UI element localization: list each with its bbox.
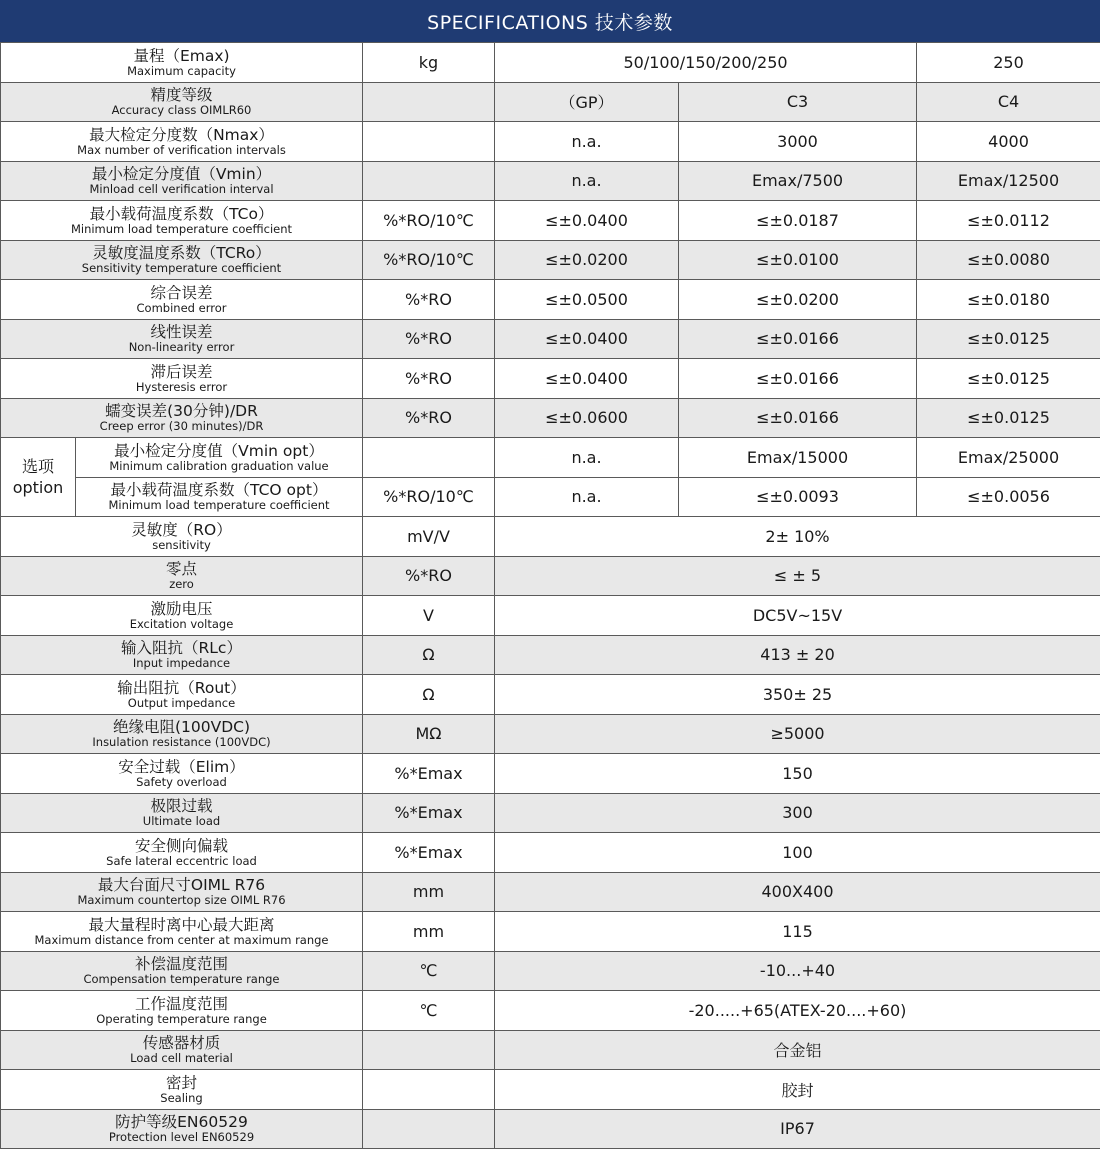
unit-cell <box>363 1030 495 1070</box>
value-cell: 115 <box>495 912 1100 952</box>
value-cell: ≤±0.0166 <box>679 359 917 399</box>
value-cell: ≤±0.0125 <box>917 398 1100 438</box>
parameter-name-zh: 灵敏度（RO） <box>131 520 232 539</box>
parameter-name-en: Non-linearity error <box>128 340 235 355</box>
parameter-name-en: Maximum distance from center at maximum range <box>34 932 329 947</box>
unit-cell <box>363 122 495 162</box>
parameter-name-zh: 最小检定分度值（Vmin opt） <box>114 441 324 460</box>
value-cell: ≤±0.0166 <box>679 319 917 359</box>
parameter-name-zh: 工作温度范围 <box>134 994 228 1013</box>
parameter-name-en: Minimum calibration graduation value <box>109 458 329 473</box>
spec-row <box>1 201 1100 241</box>
spec-row <box>1 398 1100 438</box>
unit-cell: %*RO/10℃ <box>363 477 495 517</box>
parameter-name-en: zero <box>169 577 194 592</box>
unit-cell: %*RO <box>363 280 495 320</box>
header-title: SPECIFICATIONS 技术参数 <box>427 11 673 34</box>
spec-row <box>1 43 1100 83</box>
parameter-name-zh: 最大量程时离中心最大距离 <box>88 915 275 934</box>
value-cell: 3000 <box>679 122 917 162</box>
unit-cell: mV/V <box>363 517 495 557</box>
parameter-name-en: Accuracy class OIMLR60 <box>111 103 252 118</box>
parameter-name-zh: 补偿温度范围 <box>134 955 228 974</box>
value-cell: ≤±0.0200 <box>679 280 917 320</box>
value-cell: 合金铝 <box>495 1030 1100 1070</box>
specifications-table-body <box>1 43 1100 1149</box>
unit-cell: mm <box>363 912 495 952</box>
value-cell: ≤±0.0600 <box>495 398 679 438</box>
parameter-name-en: Excitation voltage <box>129 616 234 631</box>
value-cell: ≤±0.0080 <box>917 240 1100 280</box>
spec-row <box>1 833 1100 873</box>
option-label-cell <box>1 438 76 517</box>
parameter-cell <box>1 833 363 873</box>
option-label-zh: 选项 <box>21 457 54 476</box>
parameter-cell <box>1 398 363 438</box>
spec-row <box>1 991 1100 1031</box>
unit-cell: %*RO <box>363 359 495 399</box>
value-cell: C4 <box>917 82 1100 122</box>
spec-row <box>1 280 1100 320</box>
value-cell: 400X400 <box>495 872 1100 912</box>
parameter-cell <box>1 714 363 754</box>
parameter-name-en: Insulation resistance (100VDC) <box>92 735 271 750</box>
parameter-name-en: Minload cell verification interval <box>89 182 274 197</box>
spec-row <box>1 596 1100 636</box>
unit-cell: ℃ <box>363 951 495 991</box>
parameter-name-zh: 综合误差 <box>150 283 213 302</box>
unit-cell: %*RO <box>363 398 495 438</box>
parameter-name-en: Minimum load temperature coefficient <box>70 221 293 236</box>
unit-cell <box>363 1109 495 1149</box>
parameter-name-en: Ultimate load <box>142 814 221 829</box>
parameter-name-en: sensitivity <box>152 537 211 552</box>
spec-row <box>1 912 1100 952</box>
spec-row <box>1 556 1100 596</box>
parameter-name-en: Maximum countertop size OIML R76 <box>77 893 286 908</box>
unit-cell <box>363 82 495 122</box>
parameter-cell <box>1 240 363 280</box>
parameter-name-zh: 最小载荷温度系数（TCo） <box>89 204 274 223</box>
value-cell: 胶封 <box>495 1070 1100 1110</box>
value-cell: ≤±0.0187 <box>679 201 917 241</box>
value-cell: Emax/15000 <box>679 438 917 478</box>
parameter-name-zh: 零点 <box>165 560 197 579</box>
unit-cell <box>363 161 495 201</box>
value-cell: -20.....+65(ATEX-20....+60) <box>495 991 1100 1031</box>
value-cell: ≤±0.0166 <box>679 398 917 438</box>
value-cell: ≤±0.0400 <box>495 201 679 241</box>
parameter-name-en: Output impedance <box>127 695 236 710</box>
parameter-name-zh: 量程（Emax) <box>133 46 230 65</box>
value-cell: 350± 25 <box>495 675 1100 715</box>
parameter-name-en: Combined error <box>136 300 227 315</box>
spec-row <box>1 635 1100 675</box>
parameter-name-en: Sealing <box>160 1090 203 1105</box>
parameter-name-zh: 绝缘电阻(100VDC) <box>112 718 251 737</box>
option-label-en: option <box>12 478 64 497</box>
unit-cell: %*RO <box>363 556 495 596</box>
parameter-name-en: Operating temperature range <box>96 1011 267 1026</box>
parameter-name-en: Sensitivity temperature coefficient <box>81 261 282 276</box>
parameter-name-zh: 蠕变误差(30分钟)/DR <box>105 402 258 421</box>
parameter-cell <box>1 991 363 1031</box>
value-cell: ≤±0.0112 <box>917 201 1100 241</box>
spec-row <box>1 951 1100 991</box>
parameter-cell <box>1 596 363 636</box>
value-cell: ≤±0.0125 <box>917 359 1100 399</box>
value-cell: Emax/7500 <box>679 161 917 201</box>
spec-row <box>1 240 1100 280</box>
spec-row <box>1 793 1100 833</box>
parameter-name-en: Safe lateral eccentric load <box>106 853 257 868</box>
spec-row <box>1 82 1100 122</box>
parameter-name-en: Creep error (30 minutes)/DR <box>99 419 264 434</box>
value-cell: ≤±0.0200 <box>495 240 679 280</box>
spec-row <box>1 872 1100 912</box>
value-cell: ≤±0.0100 <box>679 240 917 280</box>
spec-row <box>1 319 1100 359</box>
unit-cell: %*Emax <box>363 754 495 794</box>
value-cell: ≤±0.0400 <box>495 319 679 359</box>
parameter-name-zh: 输入阻抗（RLc） <box>121 639 242 658</box>
parameter-cell <box>1 1030 363 1070</box>
parameter-name-en: Hysteresis error <box>135 379 228 394</box>
unit-cell: %*RO/10℃ <box>363 240 495 280</box>
parameter-name-en: Maximum capacity <box>127 63 236 78</box>
specifications-header <box>0 0 1100 42</box>
parameter-name-zh: 激励电压 <box>150 599 213 618</box>
parameter-cell <box>1 951 363 991</box>
value-cell: 4000 <box>917 122 1100 162</box>
option-row <box>1 438 1100 478</box>
parameter-name-zh: 最大台面尺寸OIML R76 <box>97 876 266 895</box>
unit-cell: %*RO <box>363 319 495 359</box>
value-cell: ≤ ± 5 <box>495 556 1100 596</box>
spec-row <box>1 714 1100 754</box>
option-row <box>1 477 1100 517</box>
parameter-name-en: Load cell material <box>130 1051 233 1066</box>
parameter-name-zh: 最大检定分度数（Nmax） <box>89 125 274 144</box>
value-cell: 300 <box>495 793 1100 833</box>
parameter-cell <box>1 912 363 952</box>
parameter-name-en: Minimum load temperature coefficient <box>108 498 330 513</box>
spec-row <box>1 754 1100 794</box>
parameter-cell <box>1 793 363 833</box>
unit-cell <box>363 1070 495 1110</box>
parameter-cell <box>1 161 363 201</box>
unit-cell: kg <box>363 43 495 83</box>
parameter-cell <box>1 872 363 912</box>
value-cell: n.a. <box>495 438 679 478</box>
value-cell: ≤±0.0125 <box>917 319 1100 359</box>
parameter-name-en: Input impedance <box>132 656 231 671</box>
unit-cell <box>363 438 495 478</box>
unit-cell: Ω <box>363 675 495 715</box>
parameter-cell <box>1 675 363 715</box>
parameter-name-zh: 极限过载 <box>150 797 213 816</box>
unit-cell: mm <box>363 872 495 912</box>
unit-cell: %*Emax <box>363 793 495 833</box>
parameter-name-zh: 最小检定分度值（Vmin） <box>91 165 272 184</box>
spec-row <box>1 122 1100 162</box>
parameter-name-en: Max number of verification intervals <box>77 142 286 157</box>
unit-cell: Ω <box>363 635 495 675</box>
parameter-cell <box>1 280 363 320</box>
value-cell: IP67 <box>495 1109 1100 1149</box>
unit-cell: ℃ <box>363 991 495 1031</box>
specifications-table <box>0 42 1100 1149</box>
value-cell: C3 <box>679 82 917 122</box>
parameter-name-en: Safety overload <box>136 774 227 789</box>
parameter-name-en: Compensation temperature range <box>83 972 280 987</box>
unit-cell: %*Emax <box>363 833 495 873</box>
spec-row <box>1 1109 1100 1149</box>
value-cell: n.a. <box>495 161 679 201</box>
value-cell: 250 <box>917 43 1100 83</box>
value-cell: n.a. <box>495 477 679 517</box>
parameter-cell <box>1 82 363 122</box>
spec-row <box>1 161 1100 201</box>
value-cell: （GP） <box>495 82 679 122</box>
parameter-cell <box>1 556 363 596</box>
spec-row <box>1 1070 1100 1110</box>
parameter-cell <box>1 201 363 241</box>
value-cell: ≤±0.0056 <box>917 477 1100 517</box>
parameter-cell <box>1 359 363 399</box>
value-cell: DC5V~15V <box>495 596 1100 636</box>
spec-row <box>1 359 1100 399</box>
value-cell: ≥5000 <box>495 714 1100 754</box>
parameter-cell <box>76 438 363 478</box>
spec-row <box>1 517 1100 557</box>
parameter-cell <box>1 635 363 675</box>
parameter-name-zh: 滞后误差 <box>150 362 213 381</box>
value-cell: ≤±0.0093 <box>679 477 917 517</box>
value-cell: 50/100/150/200/250 <box>495 43 917 83</box>
parameter-name-zh: 传感器材质 <box>142 1034 221 1053</box>
parameter-name-zh: 最小载荷温度系数（TCO opt） <box>110 481 328 500</box>
spec-row <box>1 675 1100 715</box>
parameter-name-en: Protection level EN60529 <box>108 1130 255 1145</box>
value-cell: n.a. <box>495 122 679 162</box>
parameter-cell <box>1 754 363 794</box>
parameter-cell <box>1 122 363 162</box>
parameter-cell <box>1 319 363 359</box>
value-cell: Emax/12500 <box>917 161 1100 201</box>
value-cell: 413 ± 20 <box>495 635 1100 675</box>
value-cell: Emax/25000 <box>917 438 1100 478</box>
parameter-name-zh: 安全过载（Elim） <box>118 757 245 776</box>
parameter-cell <box>1 1070 363 1110</box>
spec-row <box>1 1030 1100 1070</box>
parameter-cell <box>1 43 363 83</box>
value-cell: ≤±0.0400 <box>495 359 679 399</box>
parameter-name-zh: 防护等级EN60529 <box>115 1113 248 1132</box>
parameter-name-zh: 输出阻抗（Rout） <box>117 678 246 697</box>
value-cell: ≤±0.0500 <box>495 280 679 320</box>
parameter-cell <box>1 1109 363 1149</box>
parameter-name-zh: 安全侧向偏载 <box>134 836 228 855</box>
value-cell: ≤±0.0180 <box>917 280 1100 320</box>
parameter-name-zh: 线性误差 <box>150 323 213 342</box>
value-cell: 2± 10% <box>495 517 1100 557</box>
parameter-cell <box>1 517 363 557</box>
parameter-name-zh: 密封 <box>165 1073 197 1092</box>
unit-cell: V <box>363 596 495 636</box>
value-cell: 150 <box>495 754 1100 794</box>
parameter-cell <box>76 477 363 517</box>
unit-cell: MΩ <box>363 714 495 754</box>
parameter-name-zh: 精度等级 <box>150 86 213 105</box>
value-cell: -10...+40 <box>495 951 1100 991</box>
parameter-name-zh: 灵敏度温度系数（TCRo） <box>92 244 271 263</box>
unit-cell: %*RO/10℃ <box>363 201 495 241</box>
value-cell: 100 <box>495 833 1100 873</box>
